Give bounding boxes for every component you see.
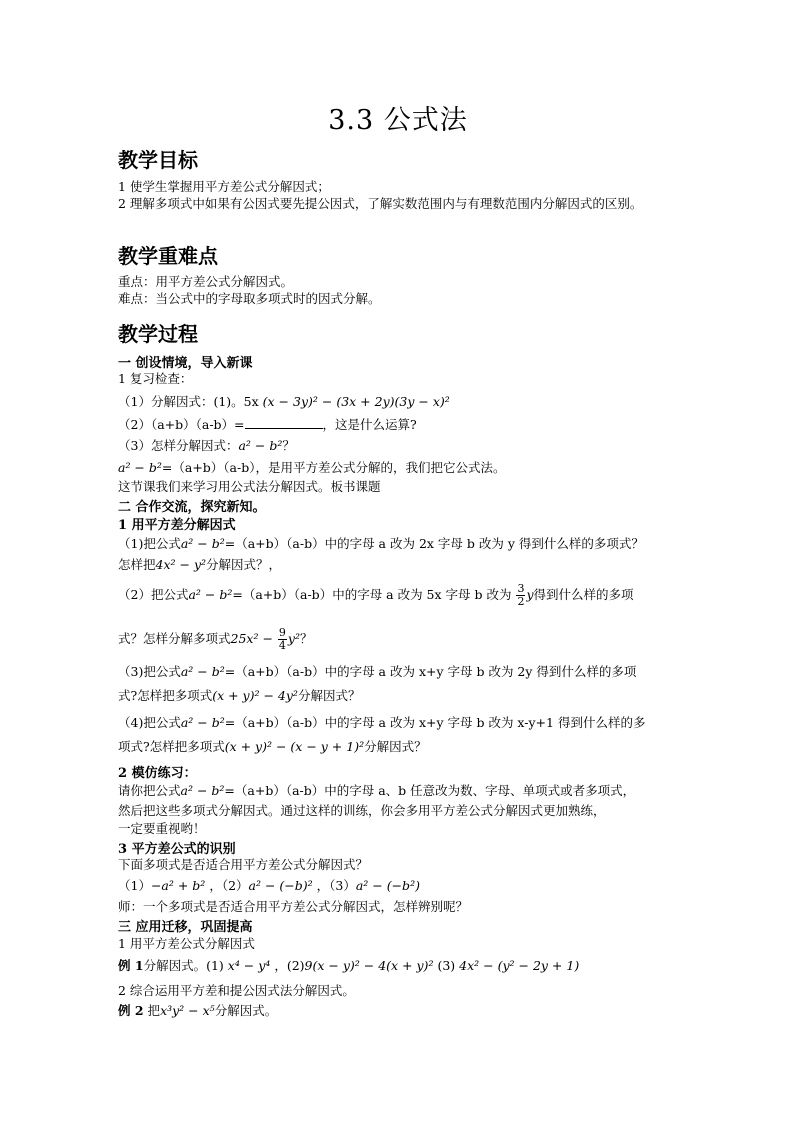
item-4-d: 分解因式？ [364, 739, 427, 754]
formula-math: a² − b² [188, 587, 233, 602]
fraction-3-2 [516, 583, 525, 608]
example-1-c: (3) [437, 958, 456, 973]
formula-math: a² − b² [180, 715, 225, 730]
item-4-c: 项式?怎样把多项式 [118, 739, 225, 754]
item-1-math: 4x² − y² [155, 557, 207, 572]
question-2 [118, 416, 417, 433]
difficult-point: 难点：当公式中的字母取多项式时的因式分解。 [118, 291, 381, 306]
item-4-math: (x + y)² − (x − y + 1)² [224, 739, 365, 754]
item-2-var: y [526, 587, 534, 602]
item-1-d: 分解因式？， [206, 557, 282, 572]
formula-line [118, 459, 506, 476]
formula-math: a² − b² [180, 783, 225, 798]
item-2-math: 25x² − [230, 631, 273, 646]
item-2-e: ？ [300, 631, 313, 646]
recognize-label-3: ，（3） [316, 878, 356, 893]
q3-suffix: ？ [282, 438, 295, 453]
recognize-math-2: a² − (−b)² [248, 878, 313, 893]
practice-line-2: 然后把这些多项式分解因式。通过这样的训练，你会多用平方差公式分解因式更加熟练， [118, 803, 606, 818]
question-3 [118, 437, 295, 454]
example-2-label: 例 2 [118, 1003, 144, 1018]
part3-heading: 三 应用迁移，巩固提高 [118, 920, 253, 935]
item-2-a: （2）把公式 [118, 587, 189, 602]
item-4-a: （4)把公式 [118, 715, 181, 730]
q1-prefix: （1）分解因式：(1)。5x [118, 394, 259, 409]
example-2 [118, 1002, 277, 1019]
item-1-a: （1)把公式 [118, 536, 181, 551]
q3-math: a² − b² [238, 438, 283, 453]
sub2-heading: 2 模仿练习： [118, 766, 197, 781]
item-4-line-2 [118, 738, 427, 755]
recognize-question: 下面多项式是否适合用平方差公式分解因式？ [118, 857, 369, 872]
apply-line-1: 1 用平方差公式分解因式 [118, 936, 255, 951]
q1-math: (x − 3y)² − (3x + 2y)(3y − x)² [262, 394, 450, 409]
teacher-line: 师：一个多项式是否适合用平方差公式分解因式，怎样辨别呢？ [118, 899, 469, 914]
fraction-numerator: 3 [517, 582, 525, 595]
item-4-line-1 [118, 714, 645, 731]
example-1-b: ，(2) [274, 958, 305, 973]
formula-math: a² − b² [180, 664, 225, 679]
item-2-c: 得到什么样的多项 [533, 587, 634, 602]
item-4-b: =（a+b）（a-b）中的字母 a 改为 x+y 字母 b 改为 x-y+1 得到什么样的多 [224, 715, 646, 730]
recognize-math-3: a² − (−b²) [355, 878, 420, 893]
sub3-heading: 3 平方差公式的识别 [118, 842, 236, 857]
example-2-a: 把 [147, 1003, 161, 1018]
practice-b: =（a+b）（a-b）中的字母 a、b 任意改为数、字母、单项式或者多项式， [224, 783, 636, 798]
key-heading: 教学重难点 [118, 244, 218, 268]
practice-line-3: 一定要重视哟！ [118, 821, 206, 836]
recognize-math-1: −a² + b² [150, 878, 206, 893]
q3-prefix: （3）怎样分解因式： [118, 438, 239, 453]
item-3-d: 分解因式？ [297, 688, 361, 703]
example-2-math: x³y² − x⁵ [160, 1003, 215, 1018]
process-heading: 教学过程 [118, 322, 198, 346]
example-1-math-1: x⁴ − y⁴ [227, 958, 271, 973]
goal-line-1: 1 使学生掌握用平方差公式分解因式； [118, 179, 330, 194]
question-1 [118, 393, 450, 410]
key-point: 重点：用平方差公式分解因式。 [118, 274, 294, 289]
part1-heading: 一 创设情境，导入新课 [118, 356, 253, 371]
answer-blank [245, 428, 323, 429]
goals-heading: 教学目标 [118, 148, 198, 172]
example-1-math-2: 9(x − y)² − 4(x + y)² [304, 958, 434, 973]
item-2-b: =（a+b）（a-b）中的字母 a 改为 5x 字母 b 改为 [232, 587, 512, 602]
fraction-denominator: 4 [278, 639, 286, 652]
item-1-b: =（a+b）（a-b）中的字母 a 改为 2x 字母 b 改为 y 得到什么样的多项式？ [224, 536, 644, 551]
review-label: 1 复习检查： [118, 371, 193, 386]
item-2-line-1 [118, 583, 634, 608]
example-1 [118, 957, 579, 974]
item-3-c: 式?怎样把多项式 [118, 688, 213, 703]
item-2-math-tail: y² [287, 631, 300, 646]
item-2-d: 式？怎样分解多项式 [118, 631, 231, 646]
formula-math: a² − b² [180, 536, 225, 551]
item-3-math: (x + y)² − 4y² [212, 688, 298, 703]
fraction-numerator: 9 [278, 626, 286, 639]
fraction-denominator: 2 [517, 595, 525, 608]
item-3-line-1 [118, 663, 636, 680]
recognize-label-2: ，（2） [209, 878, 249, 893]
example-1-a: 分解因式。(1) [143, 958, 224, 973]
item-3-a: （3)把公式 [118, 664, 181, 679]
item-2-line-2 [118, 627, 313, 652]
apply-line-2: 2 综合运用平方差和提公因式法分解因式。 [118, 983, 355, 998]
item-3-line-2 [118, 687, 360, 704]
recognize-label-1: （1） [118, 878, 151, 893]
fraction-9-4 [278, 627, 287, 652]
page-title: 3.3 公式法 [328, 105, 468, 136]
intro-line: 这节课我们来学习用公式法分解因式。板书课题 [118, 479, 381, 494]
formula-text: =（a+b）（a-b），是用平方差公式分解的，我们把它公式法。 [161, 460, 506, 475]
sub1-heading: 1 用平方差分解因式 [118, 518, 236, 533]
practice-line-1 [118, 782, 635, 799]
q2-suffix: ，这是什么运算? [322, 417, 417, 432]
item-3-b: =（a+b）（a-b）中的字母 a 改为 x+y 字母 b 改为 2y 得到什么样的多项 [224, 664, 637, 679]
example-1-label: 例 1 [118, 958, 144, 973]
item-1-c: 怎样把 [118, 557, 156, 572]
goal-line-2: 2 理解多项式中如果有公因式要先提公因式，了解实数范围内与有理数范围内分解因式的区别。 [118, 196, 643, 211]
recognize-items [118, 877, 420, 894]
item-1-line-2 [118, 556, 281, 573]
item-1-line-1 [118, 535, 644, 552]
part2-heading: 二 合作交流，探究新知。 [118, 500, 266, 515]
practice-a: 请你把公式 [118, 783, 181, 798]
example-1-math-3: 4x² − (y² − 2y + 1) [459, 958, 580, 973]
q2-prefix: （2）（a+b）（a-b）= [118, 417, 245, 432]
example-2-b: 分解因式。 [214, 1003, 278, 1018]
formula-math: a² − b² [118, 460, 162, 475]
